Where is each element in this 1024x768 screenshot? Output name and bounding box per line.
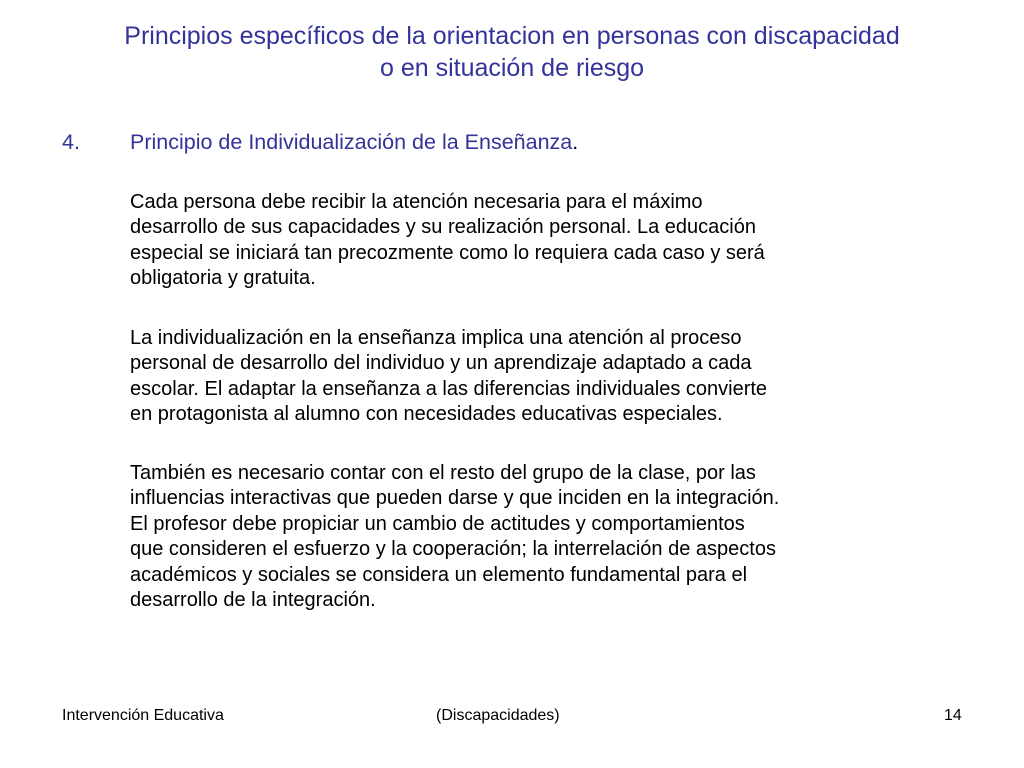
paragraph-line: obligatoria y gratuita. [130,267,316,290]
paragraph-line: desarrollo de sus capacidades y su realización personal. La educación [130,216,756,239]
body-paragraph-3 [130,461,980,613]
footer-course-name: Intervención Educativa [62,707,224,724]
paragraph-line: desarrollo de la integración. [130,589,376,612]
paragraph-line: personal de desarrollo del individuo y un aprendizaje adaptado a cada [130,352,752,375]
paragraph-line: en protagonista al alumno con necesidades educativas especiales. [130,403,723,426]
paragraph-line: La individualización en la enseñanza implica una atención al proceso [130,327,742,349]
slide-title-line-1: Principios específicos de la orientacion en personas con discapacidad [124,22,900,50]
paragraph-line: influencias interactivas que pueden darse y que inciden en la integración. [130,487,780,510]
body-paragraph-2 [130,326,980,428]
paragraph-line: También es necesario contar con el resto del grupo de la clase, por las [130,462,756,484]
paragraph-line: especial se iniciará tan precozmente como lo requiera cada caso y será [130,241,765,264]
item-title: Principio de Individualización de la Enseñanza [130,130,573,154]
slide-title [40,20,984,84]
footer-page-number: 14 [944,707,962,724]
body-paragraph-1 [130,190,980,292]
item-title-period: . [572,130,579,154]
paragraph-line: escolar. El adaptar la enseñanza a las diferencias individuales convierte [130,377,768,400]
item-number: 4. [62,130,80,154]
paragraph-line: que consideren el esfuerzo y la cooperación; la interrelación de aspectos [130,538,776,561]
paragraph-line: Cada persona debe recibir la atención necesaria para el máximo [130,191,703,213]
paragraph-line: académicos y sociales se considera un elemento fundamental para el [130,563,748,586]
footer-topic: (Discapacidades) [436,707,560,724]
slide-title-line-2: o en situación de riesgo [379,54,645,82]
item-title-wrapper [130,128,578,156]
paragraph-line: El profesor debe propiciar un cambio de actitudes y comportamientos [130,512,745,535]
